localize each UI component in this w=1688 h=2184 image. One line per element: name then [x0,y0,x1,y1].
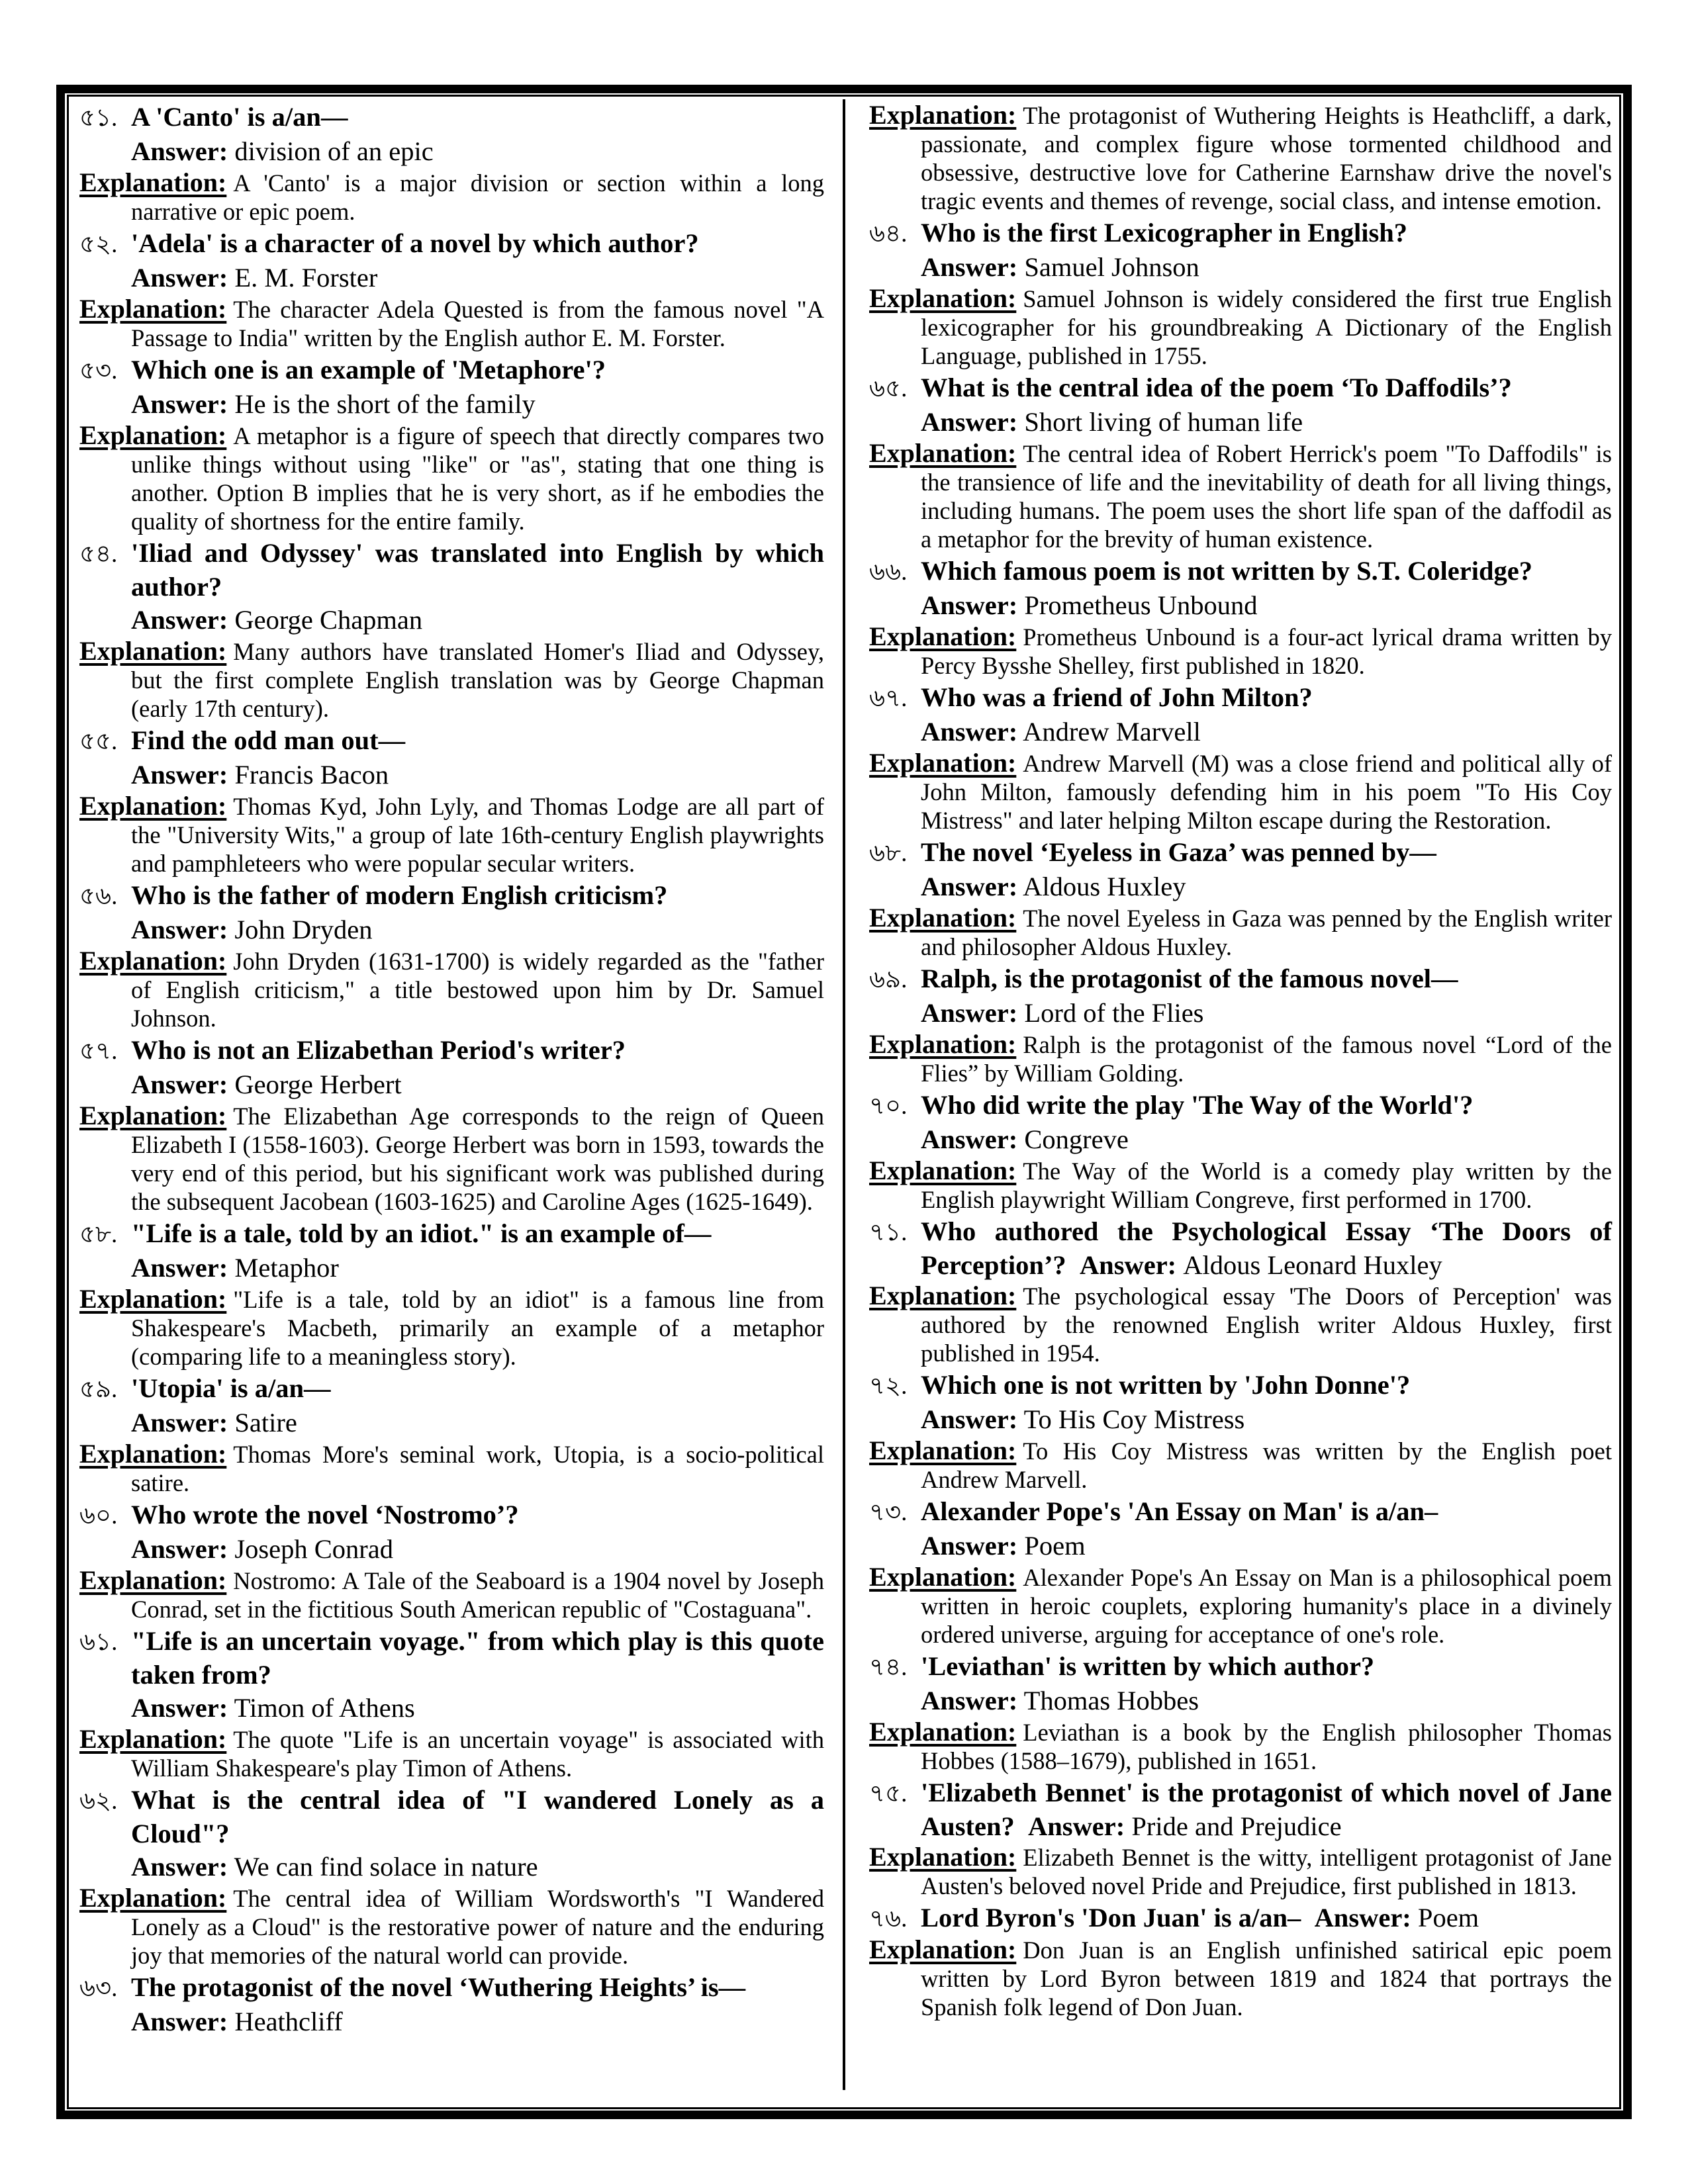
inline-answer [1015,1811,1342,1841]
explanation-text: Don Juan is an English unfinished satirical epic poem written by Lord Byron between 1819 and 1824 that portrays the Spanish folk legend of Don Juan. [921,1936,1612,2021]
qa-item [869,681,1612,835]
explanation [79,792,824,878]
explanation [79,1101,824,1216]
answer-value: Heathcliff [234,2007,343,2036]
explanation [869,903,1612,961]
question [869,1495,1612,1529]
answer-label: Answer: [921,717,1018,747]
answer-value: E. M. Forster [234,263,378,293]
question-number: ৬৫. [869,375,908,402]
explanation-text: Andrew Marvell (M) was a close friend and political ally of John Milton, famously defending him in his poem "To His Coy Mistress" and later helping Milton escape during the Restoration. [921,750,1612,834]
explanation-text: Thomas Kyd, John Lyly, and Thomas Lodge are all part of the "University Wits," a group of late 16th-century English playwrights and pamphleteers who were popular secular writers. [131,793,824,877]
answer [869,250,1612,284]
qa-item [79,879,824,1032]
question [869,1089,1612,1122]
explanation-text: The central idea of William Wordsworth's "I Wandered Lonely as a Cloud" is the restorative power of nature and the enduring joy that memories of the natural world can provide. [131,1885,824,1969]
column-divider [843,99,845,2090]
explanation-text: The psychological essay 'The Doors of Perception' was authored by the renowned English writer Aldous Huxley, first published in 1954. [921,1283,1612,1367]
explanation [79,1439,824,1497]
answer-value: George Chapman [234,605,423,635]
explanation-label: Explanation: [869,1842,1017,1872]
explanation-text: Samuel Johnson is widely considered the first true English lexicographer for his groundbreaking A Dictionary of the English Language, published in 1755. [921,285,1612,369]
answer-label: Answer: [131,915,228,944]
question-text: 'Leviathan' is written by which author? [921,1651,1375,1681]
explanation-label: Explanation: [79,294,227,324]
qa-item [79,227,824,352]
answer [869,996,1612,1030]
question-text: Ralph, is the protagonist of the famous novel— [921,964,1458,993]
answer-label: Answer: [921,998,1018,1028]
qa-item [869,962,1612,1087]
answer [79,603,824,637]
explanation-label: Explanation: [869,1934,1017,1964]
question-text: Which one is an example of 'Metaphore'? [131,355,606,385]
question-text: 'Utopia' is a/an— [131,1373,331,1403]
answer [79,758,824,792]
question-text: 'Iliad and Odyssey' was translated into English by which author? [131,538,824,602]
question-text: 'Elizabeth Bennet' is the protagonist of which novel of Jane Austen? [921,1778,1612,1841]
answer-value: Metaphor [234,1253,339,1283]
explanation [79,295,824,352]
explanation-label: Explanation: [869,1281,1017,1310]
question-text: Which famous poem is not written by S.T. Coleridge? [921,556,1533,586]
question [869,555,1612,588]
explanation-text: The quote "Life is an uncertain voyage" is associated with William Shakespeare's play Timon of Athens. [131,1726,824,1782]
answer-label: Answer: [921,872,1018,901]
answer-label: Answer: [131,1534,228,1564]
explanation [869,1717,1612,1775]
question [79,537,824,603]
answer-value: George Herbert [234,1069,402,1099]
qa-item [869,1650,1612,1775]
explanation-label: Explanation: [79,1284,227,1314]
explanation-text: A metaphor is a figure of speech that directly compares two unlike things without using "like" or "as", stating that one thing is another. Option B implies that he is very short, as if he embodies the quality of shortness for the entire family. [131,422,824,535]
explanation-text: The Elizabethan Age corresponds to the reign of Queen Elizabeth I (1558-1603). George Herbert was born in 1593, towards the very end of this period, but his significant work was published during the subsequent Jacobean (1603-1625) and Caroline Ages (1625-1649). [131,1103,824,1215]
question-number: ৫৮. [79,1221,118,1248]
explanation [869,749,1612,835]
answer-label: Answer: [131,1693,228,1723]
answer-value: Aldous Huxley [1023,872,1186,901]
explanation-text: A 'Canto' is a major division or section within a long narrative or epic poem. [131,169,824,225]
answer-value: Lord of the Flies [1024,998,1204,1028]
question [79,1217,824,1251]
answer-label: Answer: [1314,1903,1411,1933]
explanation-label: Explanation: [79,1101,227,1130]
qa-item [869,216,1612,370]
explanation-label: Explanation: [79,946,227,976]
question-text: "Life is an uncertain voyage." from which play is this quote taken from? [131,1626,824,1690]
explanation [79,1884,824,1970]
answer-label: Answer: [921,1531,1018,1561]
explanation [869,1935,1612,2021]
question [79,1971,824,2005]
answer-value: Joseph Conrad [234,1534,393,1564]
explanation-label: Explanation: [79,167,227,197]
question-number: ৭৫. [869,1780,908,1807]
explanation-label: Explanation: [79,1724,227,1754]
right-column [869,101,1612,2023]
explanation-text: The protagonist of Wuthering Heights is Heathcliff, a dark, passionate, and complex figure whose tormented childhood and obsessive, destructive love for Catherine Earnshaw drive the novel's tragic events and themes of revenge, social class, and intense emotion. [921,102,1612,214]
explanation [79,946,824,1032]
explanation [869,1563,1612,1649]
answer [869,870,1612,903]
answer-label: Answer: [131,1852,228,1882]
qa-item [79,1217,824,1371]
question-number: ৬৮. [869,840,908,867]
explanation [869,1030,1612,1087]
question [869,836,1612,870]
explanation [869,1156,1612,1214]
answer-label: Answer: [921,407,1018,437]
answer [79,387,824,421]
explanation [79,1725,824,1782]
question-text: What is the central idea of "I wandered Lonely as a Cloud"? [131,1785,824,1848]
explanation-label: Explanation: [79,420,227,450]
question-number: ৫৭. [79,1038,118,1065]
question-number: ৭০. [869,1093,908,1120]
answer-value: Poem [1024,1531,1086,1561]
explanation [869,622,1612,680]
answer [869,405,1612,439]
answer [79,913,824,946]
explanation [869,1281,1612,1367]
answer-label: Answer: [131,1408,228,1437]
answer-label: Answer: [921,1686,1018,1715]
question [79,1625,824,1691]
qa-item [79,1498,824,1623]
answer-value: To His Coy Mistress [1023,1404,1245,1434]
explanation [79,168,824,226]
explanation-label: Explanation: [869,283,1017,313]
question [79,1372,824,1406]
question [79,1784,824,1850]
question-text: Who is the first Lexicographer in English? [921,218,1408,248]
question-text: Who did write the play 'The Way of the World'? [921,1090,1474,1120]
question-text: Who was a friend of John Milton? [921,682,1313,712]
explanation-text: Many authors have translated Homer's Iliad and Odyssey, but the first complete English translation was by George Chapman (early 17th century). [131,638,824,722]
answer-value: He is the short of the family [234,389,536,419]
question-number: ৭১. [869,1219,908,1246]
answer-value: Satire [234,1408,297,1437]
qa-item [869,1495,1612,1649]
inline-answer [1066,1250,1442,1280]
question [869,681,1612,715]
qa-item [79,724,824,878]
question-text: The novel ‘Eyeless in Gaza’ was penned by— [921,837,1436,867]
answer-label: Answer: [131,389,228,419]
question [79,101,824,134]
question [869,1776,1612,1843]
explanation-label: Explanation: [869,1029,1017,1059]
question-number: ৬৪. [869,220,908,248]
question [869,371,1612,405]
question-number: ৭৩. [869,1499,908,1526]
answer-value: Andrew Marvell [1023,717,1201,747]
answer-value: Thomas Hobbes [1023,1686,1199,1715]
question-number: ৭৬. [869,1905,908,1933]
explanation-text: The Way of the World is a comedy play written by the English playwright William Congreve, first performed in 1700. [921,1158,1612,1213]
answer-label: Answer: [131,605,228,635]
explanation-label: Explanation: [869,621,1017,651]
question [79,879,824,913]
answer [869,588,1612,622]
question-number: ৫১. [79,105,118,132]
explanation [79,637,824,723]
answer [869,1529,1612,1563]
question [869,1215,1612,1281]
question-text: Who is the father of modern English criticism? [131,880,668,910]
explanation-text: Thomas More's seminal work, Utopia, is a socio-political satire. [131,1441,824,1496]
question-number: ৬৭. [869,685,908,712]
question-number: ৫৬. [79,883,118,910]
answer-value: Samuel Johnson [1024,252,1199,282]
qa-item [79,1625,824,1782]
explanation-text: The character Adela Quested is from the famous novel "A Passage to India" written by the English author E. M. Forster. [131,296,824,351]
answer-label: Answer: [131,2007,228,2036]
qa-item [869,101,1612,215]
answer-label: Answer: [921,1404,1018,1434]
explanation-text: Leviathan is a book by the English philosopher Thomas Hobbes (1588–1679), published in 1651. [921,1719,1612,1774]
qa-item [79,1034,824,1216]
explanation-label: Explanation: [869,748,1017,778]
question [869,1650,1612,1684]
answer [869,1684,1612,1717]
answer [869,1122,1612,1156]
question-text: Who is not an Elizabethan Period's writer? [131,1035,626,1065]
answer-value: Pride and Prejudice [1131,1811,1342,1841]
inline-answer [1301,1903,1479,1933]
question-number: ৭৪. [869,1654,908,1681]
explanation [869,439,1612,553]
explanation [869,101,1612,215]
answer-value: Aldous Leonard Huxley [1183,1250,1442,1280]
explanation-label: Explanation: [869,1435,1017,1465]
answer-value: Short living of human life [1024,407,1303,437]
qa-item [869,1901,1612,2021]
explanation-label: Explanation: [79,1439,227,1469]
qa-item [79,537,824,723]
answer-value: Prometheus Unbound [1024,590,1258,620]
explanation [869,1843,1612,1900]
answer-value: Congreve [1024,1124,1129,1154]
question-text: Find the odd man out— [131,725,406,755]
qa-item [869,555,1612,680]
qa-item [869,1215,1612,1367]
explanation [79,1566,824,1623]
question-text: Which one is not written by 'John Donne'? [921,1370,1411,1400]
answer [79,261,824,295]
answer-label: Answer: [921,252,1018,282]
question-text: "Life is a tale, told by an idiot." is an example of— [131,1218,712,1248]
explanation-text: To His Coy Mistress was written by the English poet Andrew Marvell. [921,1437,1612,1493]
question [79,724,824,758]
question-text: Who wrote the novel ‘Nostromo’? [131,1500,519,1529]
answer-value: Poem [1417,1903,1479,1933]
qa-item [79,101,824,226]
qa-item [869,1776,1612,1900]
explanation-text: The novel Eyeless in Gaza was penned by the English writer and philosopher Aldous Huxley. [921,905,1612,960]
explanation-text: Ralph is the protagonist of the famous novel “Lord of the Flies” by William Golding. [921,1031,1612,1087]
answer-label: Answer: [131,1069,228,1099]
answer [79,1251,824,1285]
question-text: Lord Byron's 'Don Juan' is a/an– [921,1903,1301,1933]
question [79,1498,824,1532]
question-number: ৭২. [869,1373,908,1400]
explanation [79,1285,824,1371]
explanation-label: Explanation: [79,791,227,821]
explanation-label: Explanation: [869,1156,1017,1185]
explanation-text: Elizabeth Bennet is the witty, intelligent protagonist of Jane Austen's beloved novel Pride and Prejudice, first published in 1813. [921,1844,1612,1899]
qa-item [869,1369,1612,1494]
question-number: ৬১. [79,1629,118,1656]
answer-label: Answer: [131,760,228,790]
explanation [869,1436,1612,1494]
answer [79,1532,824,1566]
explanation [79,421,824,535]
answer [79,134,824,168]
question-number: ৫৩. [79,357,118,385]
answer-label: Answer: [921,590,1018,620]
question [869,1901,1612,1935]
question [79,353,824,387]
question-number: ৫৫. [79,728,118,755]
explanation-label: Explanation: [869,1717,1017,1747]
explanation [869,284,1612,370]
explanation-text: Alexander Pope's An Essay on Man is a philosophical poem written in heroic couplets, exploring humanity's place in a divinely ordered universe, arguing for acceptance of one's role. [921,1564,1612,1648]
explanation-label: Explanation: [869,438,1017,468]
explanation-text: Nostromo: A Tale of the Seaboard is a 1904 novel by Joseph Conrad, set in the fictitious South American republic of "Costaguana". [131,1567,824,1623]
answer-value: division of an epic [234,136,434,166]
question-number: ৬২. [79,1788,118,1815]
question-number: ৫৯. [79,1376,118,1403]
explanation-label: Explanation: [79,636,227,666]
question [869,216,1612,250]
explanation-label: Explanation: [79,1883,227,1913]
explanation-text: "Life is a tale, told by an idiot" is a famous line from Shakespeare's Macbeth, primarily an example of a metaphor (comparing life to a meaningless story). [131,1286,824,1370]
answer-label: Answer: [1079,1250,1177,1280]
answer [869,1402,1612,1436]
question-text: What is the central idea of the poem ‘To Daffodils’? [921,373,1512,402]
question-number: ৬৩. [79,1975,118,2002]
question [869,962,1612,996]
question-number: ৬৬. [869,559,908,586]
answer-label: Answer: [921,1124,1018,1154]
explanation-text: John Dryden (1631-1700) is widely regarded as the "father of English criticism," a title bestowed upon him by Dr. Samuel Johnson. [131,948,824,1032]
question-text: 'Adela' is a character of a novel by which author? [131,228,699,258]
answer-label: Answer: [131,1253,228,1283]
question [79,227,824,261]
explanation-label: Explanation: [79,1565,227,1595]
answer [869,715,1612,749]
question-number: ৫৪. [79,541,118,568]
qa-item [869,371,1612,553]
explanation-text: The central idea of Robert Herrick's poem "To Daffodils" is the transience of life and the inevitability of death for all living things, including humans. The poem uses the short life span of the daffodil as a metaphor for the brevity of human existence. [921,440,1612,553]
question-text: A 'Canto' is a/an— [131,102,348,132]
left-column [79,101,824,2038]
answer-label: Answer: [131,136,228,166]
answer [79,2005,824,2038]
answer [79,1406,824,1439]
qa-item [79,1784,824,1970]
answer-value: Francis Bacon [234,760,389,790]
question-number: ৫২. [79,231,118,258]
explanation-text: Prometheus Unbound is a four-act lyrical drama written by Percy Bysshe Shelley, first published in 1820. [921,623,1612,679]
qa-item [79,353,824,535]
answer-value: We can find solace in nature [234,1852,538,1882]
question [869,1369,1612,1402]
qa-item [79,1372,824,1497]
explanation-label: Explanation: [869,903,1017,933]
explanation-label: Explanation: [869,1562,1017,1592]
qa-item [869,836,1612,961]
answer [79,1850,824,1884]
answer-value: John Dryden [234,915,373,944]
qa-item [79,1971,824,2038]
question-text: The protagonist of the novel ‘Wuthering Heights’ is— [131,1972,746,2002]
question-text: Alexander Pope's 'An Essay on Man' is a/an– [921,1496,1438,1526]
question [79,1034,824,1068]
question-text: Who authored the Psychological Essay ‘The Doors of Perception’? [921,1216,1612,1280]
answer [79,1068,824,1101]
answer-value: Timon of Athens [234,1693,415,1723]
qa-item [869,1089,1612,1214]
explanation-label: Explanation: [869,100,1017,130]
question-number: ৬০. [79,1502,118,1529]
answer-label: Answer: [131,263,228,293]
answer-label: Answer: [1028,1811,1125,1841]
answer [79,1691,824,1725]
question-number: ৬৯. [869,966,908,993]
